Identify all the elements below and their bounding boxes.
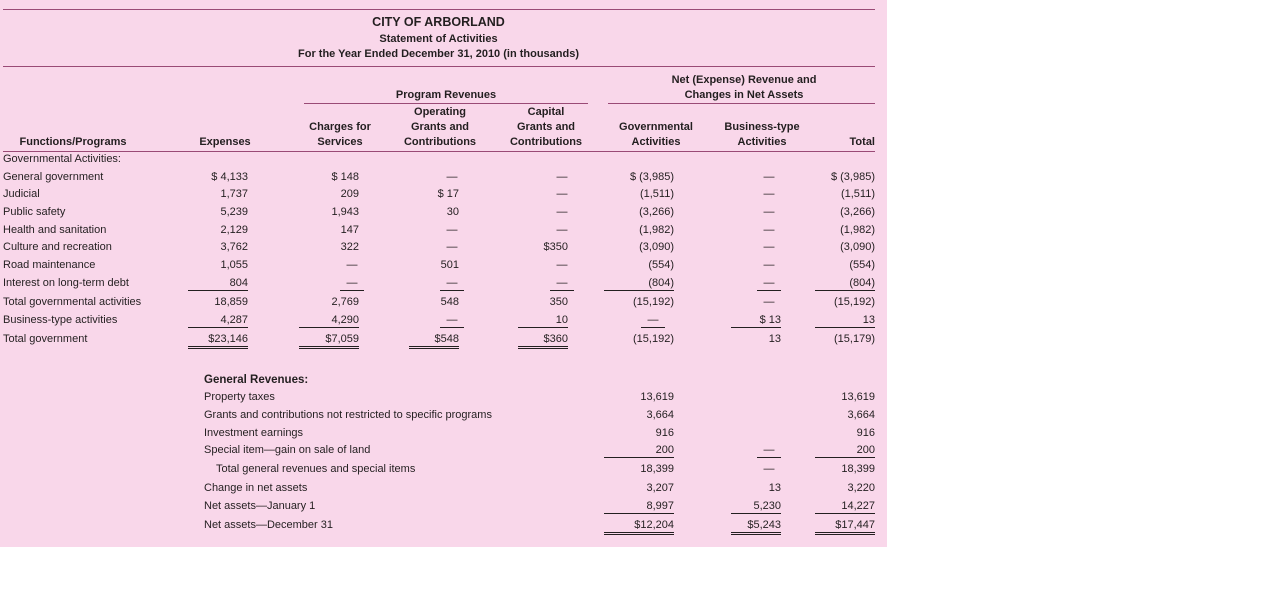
cell-operating: 501 (440, 259, 459, 271)
cell-total: (1,511) (840, 188, 875, 200)
header-rule (3, 151, 875, 152)
header-capital-1: Capital (527, 106, 565, 118)
general-cell-total: 13,619 (841, 391, 875, 403)
cell-operating: — (440, 276, 464, 291)
general-cell-governmental: $12,204 (604, 518, 674, 535)
cell-business: $ 13 (731, 313, 781, 328)
cell-business: — (757, 276, 781, 291)
cell-operating: 548 (440, 296, 459, 308)
cell-charges: 4,290 (299, 313, 359, 328)
cell-governmental: $ (3,985) (629, 171, 674, 183)
header-net-2: Changes in Net Assets (684, 89, 804, 101)
top-rule (3, 9, 875, 10)
cell-total: (15,192) (834, 296, 875, 308)
general-cell-total: 18,399 (841, 463, 875, 475)
general-cell-governmental: 3,664 (646, 409, 674, 421)
cell-total: 13 (815, 313, 875, 328)
statement-period: For the Year Ended December 31, 2010 (in thousands) (298, 48, 579, 60)
cell-expenses: 2,129 (220, 224, 248, 236)
cell-capital: — (556, 206, 568, 218)
cell-total: (3,266) (840, 206, 875, 218)
general-cell-business: 13 (768, 482, 781, 494)
cell-capital: 10 (518, 313, 568, 328)
general-row-label: Net assets—December 31 (204, 519, 333, 531)
cell-business: — (763, 241, 775, 253)
row-label: Total government (3, 333, 88, 345)
header-charges-2: Services (317, 136, 363, 148)
row-label: Road maintenance (3, 259, 96, 271)
cell-operating: — (446, 171, 458, 183)
cell-expenses: $23,146 (188, 332, 248, 349)
general-cell-governmental: 916 (655, 427, 674, 439)
cell-capital: $360 (518, 332, 568, 349)
cell-capital: — (550, 276, 574, 291)
general-cell-total: 916 (856, 427, 875, 439)
cell-operating: $ 17 (437, 188, 459, 200)
general-row-label: Net assets—January 1 (204, 500, 316, 512)
cell-governmental: (804) (604, 276, 674, 291)
row-label: Business-type activities (3, 314, 118, 326)
cell-expenses: 4,287 (188, 313, 248, 328)
header-functions: Functions/Programs (19, 136, 127, 148)
general-cell-total: 14,227 (815, 499, 875, 514)
general-cell-total: $17,447 (815, 518, 875, 535)
general-cell-business: — (757, 443, 781, 458)
row-label: Judicial (3, 188, 40, 200)
cell-capital: — (556, 171, 568, 183)
header-charges-1: Charges for (309, 121, 371, 133)
program-rule (304, 103, 588, 104)
general-cell-governmental: 13,619 (640, 391, 674, 403)
row-label: Culture and recreation (3, 241, 112, 253)
cell-capital: — (556, 224, 568, 236)
cell-operating: $548 (409, 332, 459, 349)
cell-governmental: (1,511) (639, 188, 674, 200)
cell-business: — (763, 206, 775, 218)
cell-governmental: (15,192) (633, 333, 674, 345)
cell-governmental: (3,266) (639, 206, 674, 218)
row-label: Interest on long-term debt (3, 277, 129, 289)
cell-charges: — (346, 259, 358, 271)
header-capital-3: Contributions (509, 136, 583, 148)
cell-charges: $ 148 (331, 171, 359, 183)
header-net-1: Net (Expense) Revenue and (671, 74, 817, 86)
cell-business: — (763, 224, 775, 236)
cell-expenses: 1,055 (220, 259, 248, 271)
cell-business: — (763, 296, 775, 308)
cell-governmental: (1,982) (639, 224, 674, 236)
general-cell-governmental: 200 (604, 443, 674, 458)
cell-governmental: — (641, 313, 665, 328)
general-cell-governmental: 3,207 (646, 482, 674, 494)
header-capital-2: Grants and (516, 121, 576, 133)
general-row-label: Special item—gain on sale of land (204, 444, 371, 456)
cell-capital: — (556, 259, 568, 271)
cell-operating: — (446, 224, 458, 236)
cell-capital: — (556, 188, 568, 200)
header-business-1: Business-type (724, 121, 800, 133)
header-operating-3: Contributions (403, 136, 477, 148)
general-revenues-heading: General Revenues: (204, 374, 309, 386)
cell-total: $ (3,985) (830, 171, 875, 183)
cell-business: — (763, 188, 775, 200)
cell-business: — (763, 171, 775, 183)
general-row-label: Grants and contributions not restricted to specific programs (204, 409, 492, 421)
cell-charges: 147 (340, 224, 359, 236)
cell-expenses: 804 (188, 276, 248, 291)
cell-expenses: 18,859 (214, 296, 248, 308)
header-business-2: Activities (737, 136, 787, 148)
cell-operating: — (440, 313, 464, 328)
cell-capital: 350 (549, 296, 568, 308)
general-cell-business: — (763, 463, 775, 475)
header-operating-2: Grants and (410, 121, 470, 133)
cell-capital: $350 (543, 241, 568, 253)
cell-governmental: (15,192) (633, 296, 674, 308)
cell-governmental: (554) (648, 259, 674, 271)
cell-charges: 209 (340, 188, 359, 200)
header-governmental-2: Activities (631, 136, 681, 148)
general-cell-total: 3,664 (847, 409, 875, 421)
cell-operating: 30 (446, 206, 459, 218)
general-cell-governmental: 18,399 (640, 463, 674, 475)
general-row-label: Total general revenues and special items (216, 463, 416, 475)
row-label: Public safety (3, 206, 66, 218)
general-row-label: Change in net assets (204, 482, 308, 494)
cell-business: 13 (768, 333, 781, 345)
cell-total: (554) (849, 259, 875, 271)
header-total: Total (849, 136, 875, 148)
row-label: Health and sanitation (3, 224, 107, 236)
statement-title: Statement of Activities (379, 33, 498, 45)
cell-charges: 2,769 (331, 296, 359, 308)
statement-entity: CITY OF ARBORLAND (372, 15, 505, 29)
cell-expenses: 5,239 (220, 206, 248, 218)
cell-charges: — (340, 276, 364, 291)
cell-business: — (763, 259, 775, 271)
header-program-revenues: Program Revenues (395, 89, 497, 101)
cell-expenses: $ 4,133 (211, 171, 248, 183)
cell-operating: — (446, 241, 458, 253)
general-cell-total: 200 (815, 443, 875, 458)
cell-expenses: 3,762 (220, 241, 248, 253)
cell-expenses: 1,737 (220, 188, 248, 200)
general-cell-total: 3,220 (847, 482, 875, 494)
cell-total: (1,982) (840, 224, 875, 236)
cell-total: (15,179) (834, 333, 875, 345)
cell-charges: 1,943 (331, 206, 359, 218)
general-row-label: Property taxes (204, 391, 275, 403)
header-operating-1: Operating (414, 106, 466, 118)
row-label: General government (3, 171, 104, 183)
header-governmental-1: Governmental (619, 121, 693, 133)
section-label: Governmental Activities: (3, 153, 121, 165)
title-rule (3, 66, 875, 67)
cell-total: (3,090) (840, 241, 875, 253)
cell-governmental: (3,090) (639, 241, 674, 253)
general-cell-governmental: 8,997 (604, 499, 674, 514)
row-label: Total governmental activities (3, 296, 142, 308)
cell-total: (804) (815, 276, 875, 291)
net-rule (608, 103, 875, 104)
header-expenses: Expenses (199, 136, 251, 148)
cell-charges: 322 (340, 241, 359, 253)
cell-charges: $7,059 (299, 332, 359, 349)
general-cell-business: 5,230 (731, 499, 781, 514)
general-cell-business: $5,243 (731, 518, 781, 535)
general-row-label: Investment earnings (204, 427, 304, 439)
